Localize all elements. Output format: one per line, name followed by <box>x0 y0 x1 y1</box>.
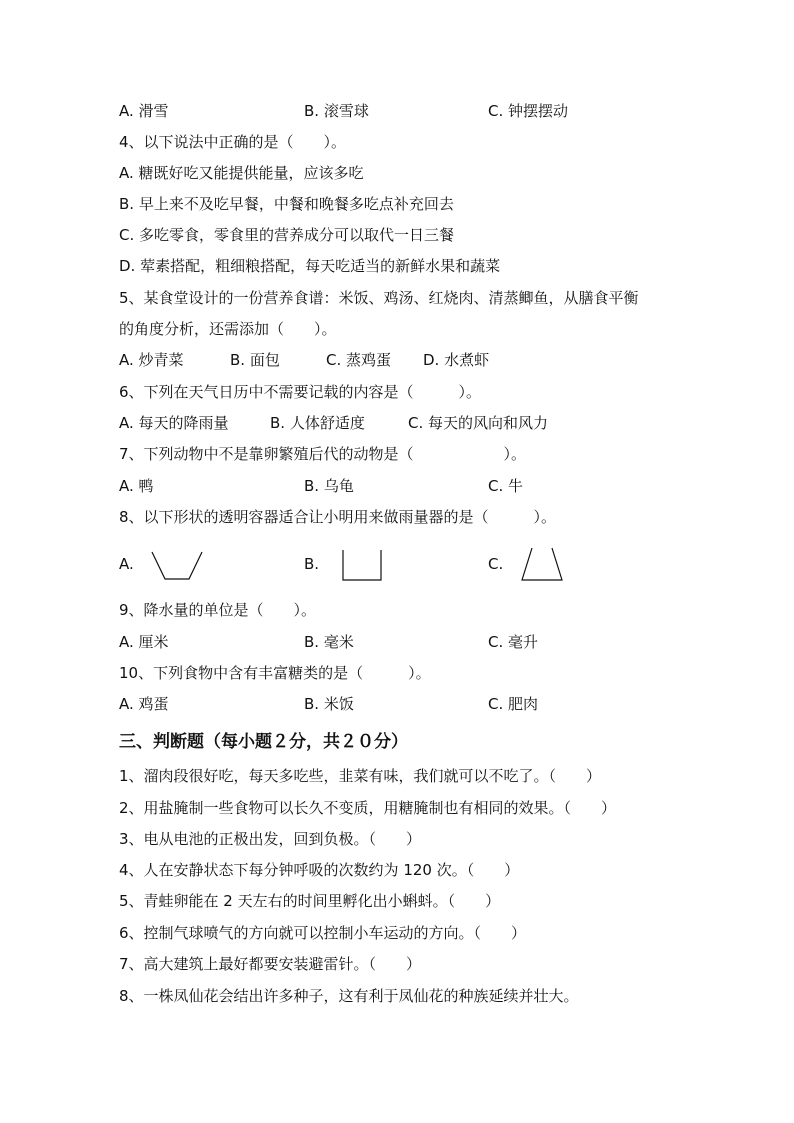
judge-item-6[interactable]: 6、控制气球喷气的方向就可以控制小车运动的方向。（ ） <box>119 924 527 942</box>
q4-option-d[interactable]: D. 荤素搭配，粗细粮搭配，每天吃适当的新鲜水果和蔬菜 <box>119 257 501 275</box>
q4-option-c[interactable]: C. 多吃零食，零食里的营养成分可以取代一日三餐 <box>119 226 455 244</box>
q7-stem: 7、下列动物中不是靠卵繁殖后代的动物是（ ）。 <box>119 445 527 463</box>
q8-container-c-shape[interactable] <box>517 545 567 585</box>
judge-item-7[interactable]: 7、高大建筑上最好都要安装避雷针。（ ） <box>119 955 422 973</box>
q8-container-b-shape[interactable] <box>338 547 386 585</box>
judge-item-1[interactable]: 1、溜肉段很好吃，每天多吃些，韭菜有味，我们就可以不吃了。（ ） <box>119 767 602 785</box>
q5-option-d[interactable]: D. 水煮虾 <box>423 351 490 369</box>
q5-option-a[interactable]: A. 炒青菜 <box>119 351 184 369</box>
judge-item-8[interactable]: 8、一株凤仙花会结出许多种子，这有利于凤仙花的种族延续并壮大。 <box>119 987 579 1005</box>
q6-stem: 6、下列在天气日历中不需要记载的内容是（ ）。 <box>119 383 482 401</box>
q8-stem: 8、以下形状的透明容器适合让小明用来做雨量器的是（ ）。 <box>119 508 557 526</box>
q8-option-b[interactable]: B. <box>304 555 320 573</box>
q3-option-b[interactable]: B. 滚雪球 <box>304 102 369 120</box>
section3-title: 三、判断题（每小题２分，共２０分） <box>119 732 408 752</box>
q9-option-a[interactable]: A. 厘米 <box>119 633 169 651</box>
q9-stem: 9、降水量的单位是（ ）。 <box>119 601 317 619</box>
q9-option-b[interactable]: B. 毫米 <box>304 633 354 651</box>
q7-option-a[interactable]: A. 鸭 <box>119 477 154 495</box>
judge-item-2[interactable]: 2、用盐腌制一些食物可以长久不变质，用糖腌制也有相同的效果。（ ） <box>119 799 617 817</box>
q9-option-c[interactable]: C. 毫升 <box>488 633 539 651</box>
q5-option-b[interactable]: B. 面包 <box>230 351 280 369</box>
q4-option-a[interactable]: A. 糖既好吃又能提供能量，应该多吃 <box>119 164 364 182</box>
q10-option-b[interactable]: B. 米饭 <box>304 695 354 713</box>
q4-option-b[interactable]: B. 早上来不及吃早餐，中餐和晚餐多吃点补充回去 <box>119 195 454 213</box>
q8-option-a[interactable]: A. <box>119 555 134 573</box>
q10-option-c[interactable]: C. 肥肉 <box>488 695 539 713</box>
q5-stem-line1: 5、某食堂设计的一份营养食谱：米饭、鸡汤、红烧肉、清蒸鲫鱼，从膳食平衡 <box>119 289 639 307</box>
q6-option-a[interactable]: A. 每天的降雨量 <box>119 414 229 432</box>
q3-option-c[interactable]: C. 钟摆摆动 <box>488 102 569 120</box>
q5-stem-line2: 的角度分析，还需添加（ ）。 <box>119 320 337 338</box>
judge-item-3[interactable]: 3、电从电池的正极出发，回到负极。（ ） <box>119 830 422 848</box>
q6-option-b[interactable]: B. 人体舒适度 <box>270 414 365 432</box>
q7-option-c[interactable]: C. 牛 <box>488 477 524 495</box>
judge-item-4[interactable]: 4、人在安静状态下每分钟呼吸的次数约为 120 次。（ ） <box>119 861 520 879</box>
q6-option-c[interactable]: C. 每天的风向和风力 <box>408 414 549 432</box>
q10-option-a[interactable]: A. 鸡蛋 <box>119 695 169 713</box>
q8-option-c[interactable]: C. <box>488 555 504 573</box>
q10-stem: 10、下列食物中含有丰富糖类的是（ ）。 <box>119 664 431 682</box>
q3-option-a[interactable]: A. 滑雪 <box>119 102 169 120</box>
judge-item-5[interactable]: 5、青蛙卵能在 2 天左右的时间里孵化出小蝌蚪。（ ） <box>119 892 501 910</box>
q4-stem: 4、以下说法中正确的是（ ）。 <box>119 133 347 151</box>
q7-option-b[interactable]: B. 乌龟 <box>304 477 354 495</box>
q8-container-a-shape[interactable] <box>150 548 206 584</box>
q5-option-c[interactable]: C. 蒸鸡蛋 <box>326 351 392 369</box>
